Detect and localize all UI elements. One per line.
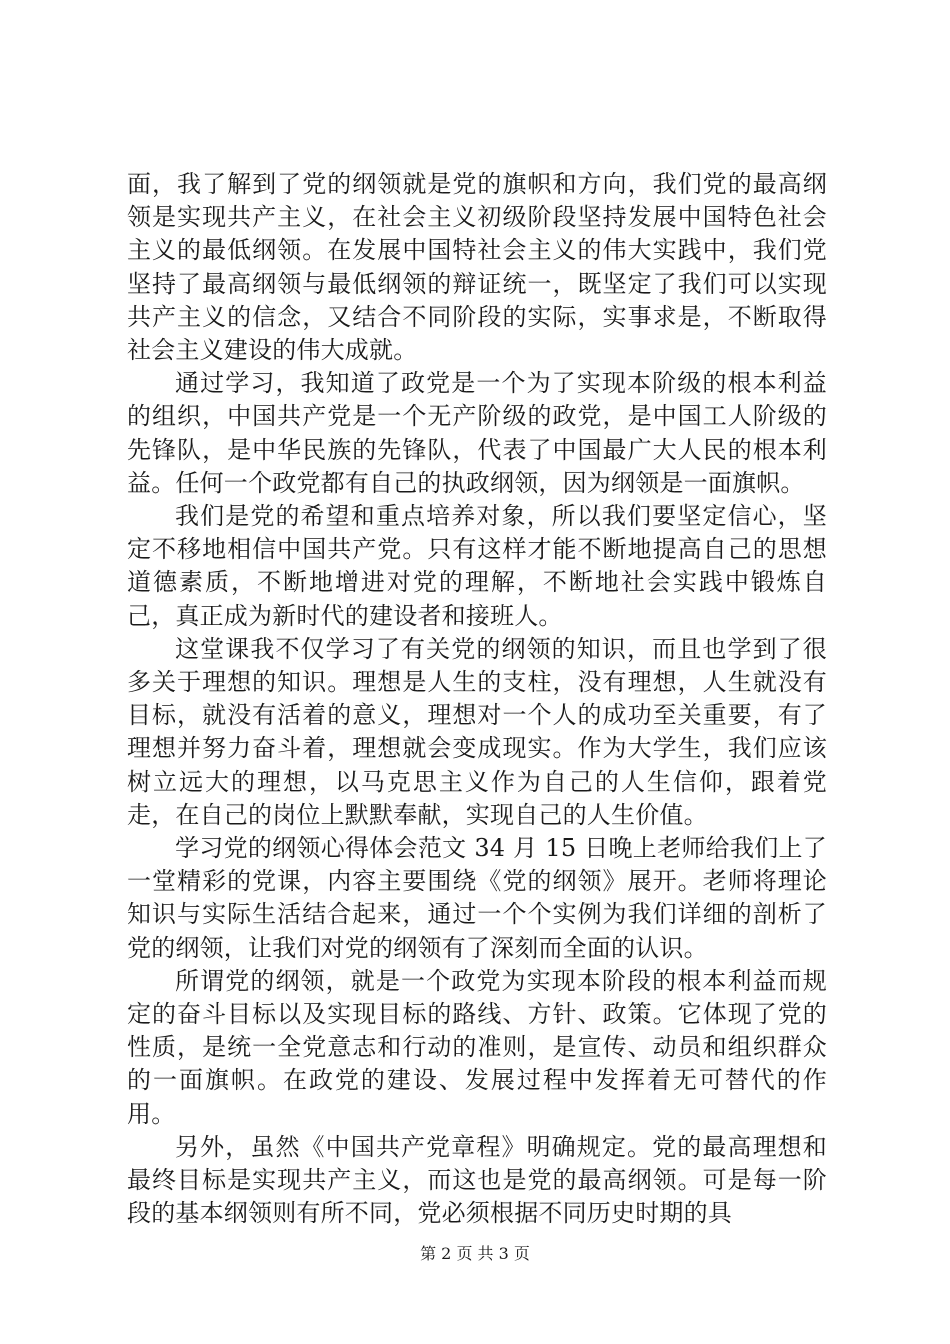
paragraph-1: 面，我了解到了党的纲领就是党的旗帜和方向，我们党的最高纲领是实现共产主义，在社会主义初级阶段坚持发展中国特色社会主义的最低纲领。在发展中国特社会主义的伟大实践中，我们党坚持了最高纲领与最低纲领的辩证统一，既坚定了我们可以实现共产主义的信念，又结合不同阶段的实际，实事求是，不断取得社会主义建设的伟大成就。 [127,170,827,365]
page-number-footer: 第 2 页 共 3 页 [420,1244,530,1263]
paragraph-3: 我们是党的希望和重点培养对象，所以我们要坚定信心，坚定不移地相信中国共产党。只有这样才能不断地提高自己的思想道德素质，不断地增进对党的理解，不断地社会实践中锻炼自己，真正成为新时代的建设者和接班人。 [127,502,827,630]
paragraph-5: 学习党的纲领心得体会范文 34 月 15 日晚上老师给我们上了一堂精彩的党课，内容主要围绕《党的纲领》展开。老师将理论知识与实际生活结合起来，通过一个个实例为我们详细的剖析了党的纲领，让我们对党的纲领有了深刻而全面的认识。 [127,834,827,962]
document-body [127,168,827,1231]
paragraph-7: 另外，虽然《中国共产党章程》明确规定。党的最高理想和最终目标是实现共产主义，而这也是党的最高纲领。可是每一阶段的基本纲领则有所不同，党必须根据不同历史时期的具 [127,1132,827,1228]
paragraph-6: 所谓党的纲领，就是一个政党为实现本阶段的根本利益而规定的奋斗目标以及实现目标的路线、方针、政策。它体现了党的性质，是统一全党意志和行动的准则，是宣传、动员和组织群众的一面旗帜。在政党的建设、发展过程中发挥着无可替代的作用。 [127,966,827,1128]
paragraph-2: 通过学习，我知道了政党是一个为了实现本阶级的根本利益的组织，中国共产党是一个无产阶级的政党，是中国工人阶级的先锋队，是中华民族的先锋队，代表了中国最广大人民的根本利益。任何一个政党都有自己的执政纲领，因为纲领是一面旗帜。 [127,369,827,497]
paragraph-4: 这堂课我不仅学习了有关党的纲领的知识，而且也学到了很多关于理想的知识。理想是人生的支柱，没有理想，人生就没有目标，就没有活着的意义，理想对一个人的成功至关重要，有了理想并努力奋斗着，理想就会变成现实。作为大学生，我们应该树立远大的理想，以马克思主义作为自己的人生信仰，跟着党走，在自己的岗位上默默奉献，实现自己的人生价值。 [127,634,827,829]
